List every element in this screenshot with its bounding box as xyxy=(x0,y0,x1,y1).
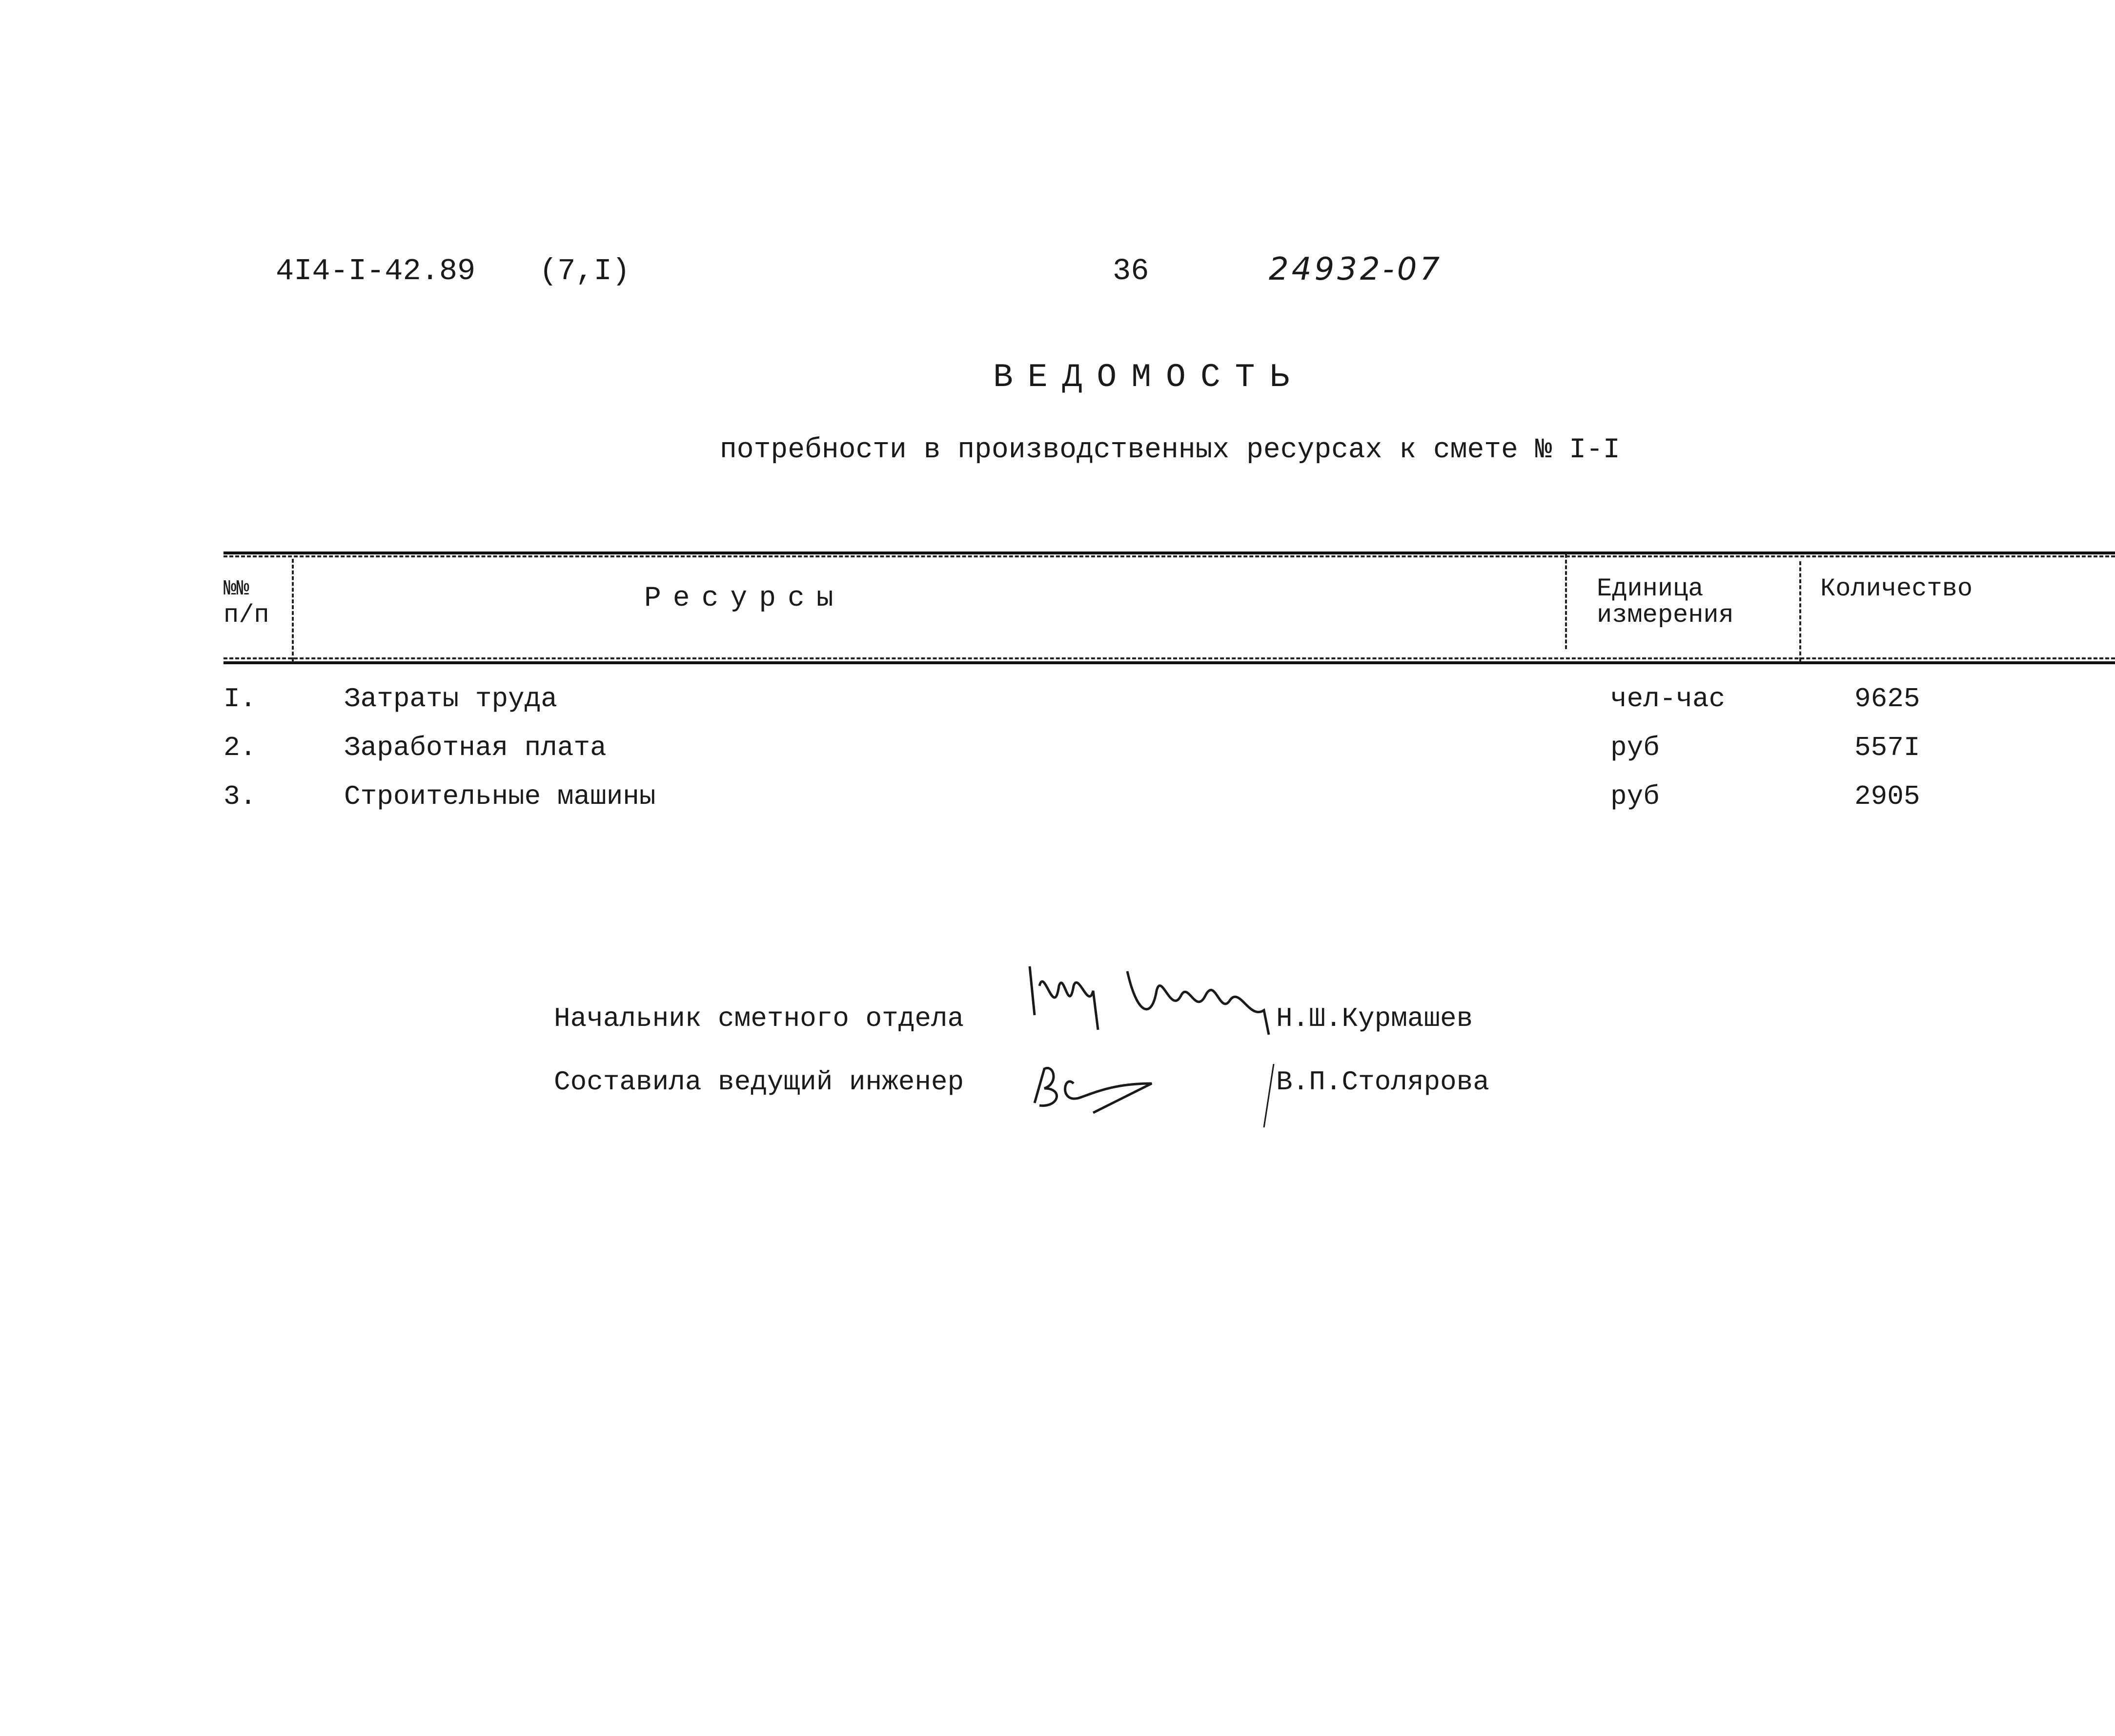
column-header-quantity: Количество xyxy=(1820,574,1973,603)
row-unit: руб xyxy=(1610,781,1660,812)
column-header-number-line1: №№ xyxy=(224,577,249,601)
column-header-number-line2: п/п xyxy=(224,601,269,630)
signer-name-1: Н.Ш.Курмашев xyxy=(1276,1003,1473,1034)
table-header-bottom-rule xyxy=(224,661,2115,664)
column-separator xyxy=(292,559,294,661)
column-header-number xyxy=(224,576,269,629)
signer-name-2: В.П.Столярова xyxy=(1276,1066,1489,1098)
page-subtitle: потребности в производственных ресурсах к смете № I-I xyxy=(720,434,1620,466)
row-resource: Затраты труда xyxy=(344,683,557,715)
signer-position-2: Составила ведущий инженер xyxy=(554,1066,964,1098)
column-header-unit xyxy=(1597,576,1734,629)
column-separator xyxy=(1799,561,1801,661)
column-header-unit-line1: Единица xyxy=(1597,574,1704,603)
row-unit: чел-час xyxy=(1610,683,1726,715)
row-quantity: 557I xyxy=(1854,732,1920,763)
signer-position-1: Начальник сметного отдела xyxy=(554,1003,964,1034)
row-number: I. xyxy=(224,683,257,715)
document-code: 4I4-I-42.89 xyxy=(276,254,476,288)
section-number: (7,I) xyxy=(539,254,630,288)
row-quantity: 2905 xyxy=(1854,781,1920,812)
row-unit: руб xyxy=(1610,732,1660,763)
table-top-rule-dashed xyxy=(224,555,2115,557)
column-header-resources: Ресурсы xyxy=(644,583,845,614)
table-header-bottom-rule-dashed xyxy=(224,657,2115,659)
archive-number: 24932-07 xyxy=(1269,251,1443,287)
signature-stolyarova xyxy=(1025,1054,1298,1142)
page-number: 36 xyxy=(1113,254,1149,288)
column-header-unit-line2: измерения xyxy=(1597,601,1734,630)
page-title: ВЕДОМОСТЬ xyxy=(993,359,1304,396)
row-resource: Заработная плата xyxy=(344,732,607,763)
row-number: 3. xyxy=(224,781,257,812)
row-quantity: 9625 xyxy=(1854,683,1920,715)
table-top-rule xyxy=(224,551,2115,554)
column-separator xyxy=(1565,554,1567,649)
row-resource: Строительные машины xyxy=(344,781,656,812)
row-number: 2. xyxy=(224,732,257,763)
signature-kurmashev xyxy=(1025,957,1298,1054)
